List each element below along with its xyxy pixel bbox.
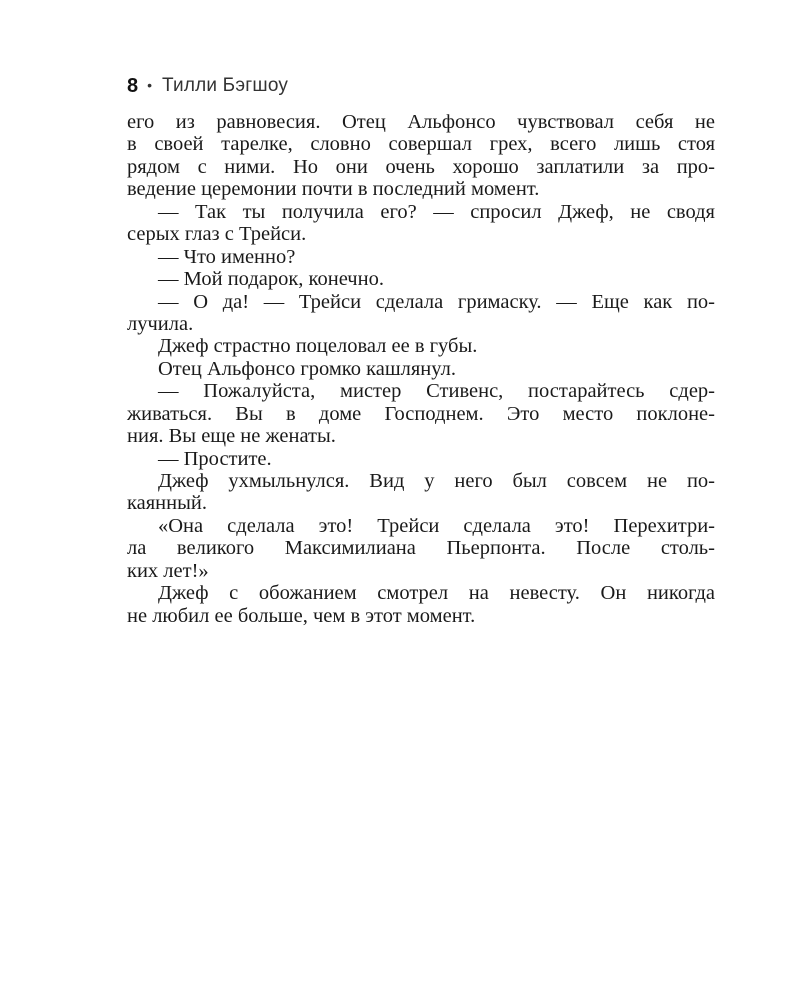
text-line: — О да! — Трейси сделала гримаску. — Еще как по- bbox=[158, 290, 715, 313]
text-line: ния. Вы еще не женаты. bbox=[127, 425, 336, 448]
text-line: ла великого Максимилиана Пьерпонта. После столь- bbox=[127, 537, 715, 560]
text-line: не любил ее больше, чем в этот момент. bbox=[127, 604, 476, 627]
text-line: ких лет!» bbox=[127, 559, 209, 582]
text-line: — Пожалуйста, мистер Стивенс, постарайтесь сдер- bbox=[158, 380, 715, 403]
text-line: в своей тарелке, словно совершал грех, всего лишь стоя bbox=[127, 133, 715, 156]
text-line: его из равновесия. Отец Альфонсо чувствовал себя не bbox=[127, 111, 715, 133]
text-line: лучила. bbox=[127, 312, 194, 335]
text-line: ведение церемонии почти в последний момент. bbox=[127, 178, 540, 201]
text-line: Джеф ухмыльнулся. Вид у него был совсем не по- bbox=[158, 470, 715, 492]
text-line: — Простите. bbox=[158, 447, 272, 470]
text-line: серых глаз с Трейси. bbox=[127, 223, 307, 246]
text-line: живаться. Вы в доме Господнем. Это место поклоне- bbox=[127, 402, 715, 425]
text-line: Отец Альфонсо громко кашлянул. bbox=[158, 357, 456, 380]
text-line: Джеф с обожанием смотрел на невесту. Он никогда bbox=[158, 582, 715, 605]
text-line: — Так ты получила его? — спросил Джеф, не сводя bbox=[158, 200, 715, 223]
text-line: Джеф страстно поцеловал ее в губы. bbox=[158, 335, 478, 358]
text-line: — Что именно? bbox=[158, 245, 296, 268]
body-text bbox=[127, 111, 715, 627]
bullet-separator: • bbox=[147, 77, 153, 93]
text-line: рядом с ними. Но они очень хорошо заплатили за про- bbox=[127, 155, 715, 178]
running-head bbox=[127, 72, 288, 100]
page-number: 8 bbox=[127, 74, 139, 97]
text-line: «Она сделала это! Трейси сделала это! Перехитри- bbox=[158, 514, 715, 537]
text-line: — Мой подарок, конечно. bbox=[158, 268, 384, 291]
text-line: каянный. bbox=[127, 492, 207, 515]
author-name: Тилли Бэгшоу bbox=[162, 75, 289, 96]
